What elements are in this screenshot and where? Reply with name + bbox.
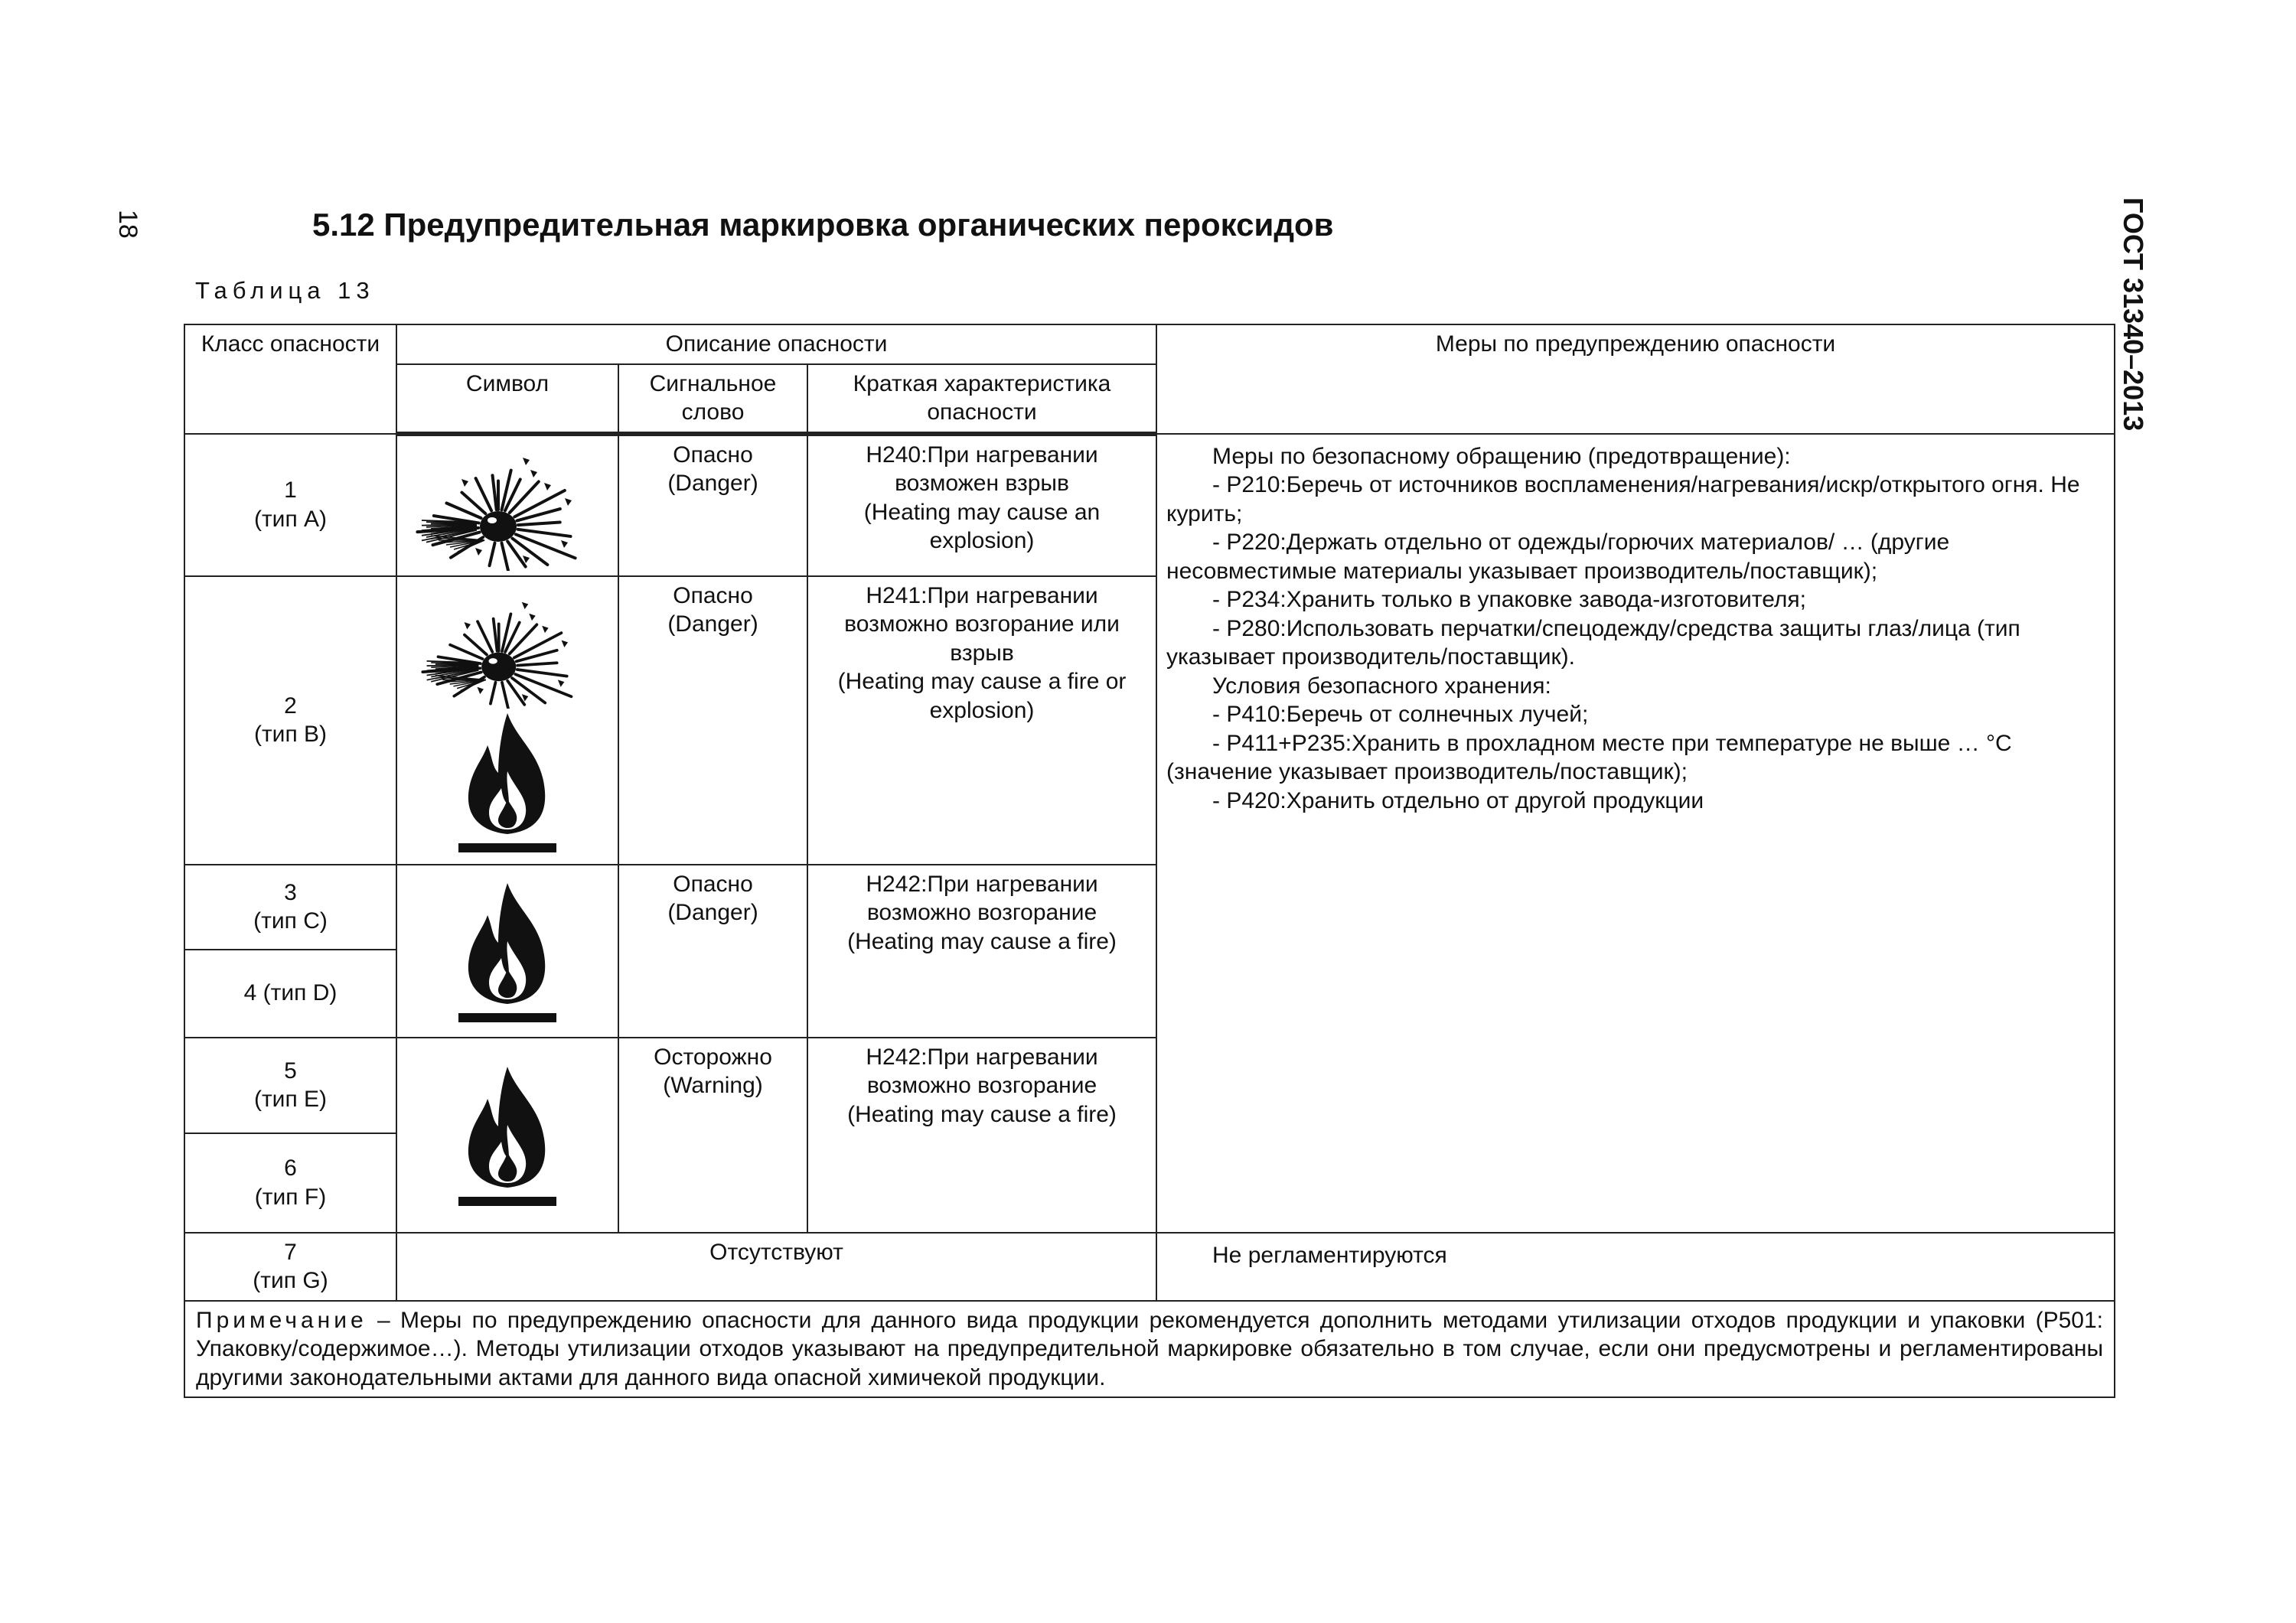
hazard-statement-ru: H240:При нагревании возможен взрыв — [866, 442, 1098, 496]
measure-line: - P410:Беречь от солнечных лучей; — [1212, 702, 1589, 727]
signal-word-ru: Опасно — [673, 442, 753, 468]
header-hazard-class: Класс опасности — [184, 324, 396, 434]
characteristic-cell-class-3-4 — [807, 865, 1156, 1038]
gost-code: ГОСТ 31340–2013 — [2118, 197, 2149, 432]
signal-word-en: (Danger) — [667, 900, 758, 925]
hazard-statement-ru: H242:При нагревании возможно возгорание — [866, 1044, 1098, 1098]
measure-line: - P280:Использовать перчатки/спецодежду/средства защиты глаз/лица (тип указывает производитель/поставщик). — [1166, 615, 2020, 670]
class-number: 3 — [284, 879, 297, 905]
exploding-bomb-icon — [408, 441, 607, 571]
symbol-cell-class-5-6 — [396, 1038, 618, 1233]
header-signal-word: Сигнальное слово — [618, 364, 807, 434]
signal-word-cell-class-5-6 — [618, 1038, 807, 1233]
prevention-measures-cell — [1156, 434, 2115, 1233]
flame-icon — [454, 709, 561, 854]
class-number: 6 — [284, 1155, 297, 1181]
class-7-measures-text: Не регламентируются — [1212, 1242, 1447, 1268]
class-2-cell — [184, 576, 396, 865]
class-type: (тип В) — [253, 722, 328, 747]
class-number: 7 — [284, 1239, 297, 1265]
signal-word-ru: Опасно — [673, 871, 753, 897]
signal-word-en: (Danger) — [667, 471, 758, 496]
measure-line: Условия безопасного хранения: — [1212, 673, 1551, 699]
flame-icon — [454, 878, 561, 1024]
signal-word-cell-class-1 — [618, 434, 807, 576]
header-brief-characteristic: Краткая характеристика опасности — [807, 364, 1156, 434]
class-number: 2 — [284, 693, 297, 719]
class-number: 1 — [284, 477, 297, 503]
signal-word-en: (Warning) — [663, 1073, 763, 1098]
symbol-cell-class-3-4 — [396, 865, 618, 1038]
class-5-cell — [184, 1038, 396, 1133]
symbol-cell-class-2 — [396, 576, 618, 865]
flame-icon — [454, 1062, 561, 1207]
class-type: (тип Е) — [253, 1087, 328, 1112]
class-7-cell — [184, 1233, 396, 1301]
measure-line: - P234:Хранить только в упаковке завода-изготовителя; — [1212, 587, 1806, 612]
signal-word-cell-class-2 — [618, 576, 807, 865]
table-note — [184, 1301, 2115, 1398]
hazard-statement-en: (Heating may cause a fire) — [847, 1101, 1117, 1127]
hazard-statement-en: (Heating may cause a fire or explosion) — [837, 669, 1127, 723]
header-symbol: Символ — [396, 364, 618, 434]
table-caption: Таблица 13 — [195, 277, 375, 304]
note-label: Примечание — [196, 1307, 367, 1333]
hazard-statement-en: (Heating may cause a fire) — [847, 928, 1117, 954]
class-7-measures — [1156, 1233, 2115, 1301]
header-hazard-description: Описание опасности — [396, 324, 1156, 364]
symbol-cell-class-1 — [396, 434, 618, 576]
characteristic-cell-class-1 — [807, 434, 1156, 576]
class-7-description: Отсутствуют — [396, 1233, 1156, 1301]
measure-line: - P420:Хранить отдельно от другой продукции — [1212, 787, 1704, 813]
class-type: (тип F) — [254, 1184, 327, 1210]
measure-line: Меры по безопасному обращению (предотвращение): — [1212, 443, 1791, 469]
exploding-bomb-icon — [408, 586, 607, 709]
class-6-cell — [184, 1133, 396, 1233]
characteristic-cell-class-5-6 — [807, 1038, 1156, 1233]
measure-line: - P210:Беречь от источников воспламенения/нагревания/искр/открытого огня. Не курить; — [1166, 472, 2080, 526]
page-number: 18 — [113, 210, 142, 239]
signal-word-ru: Осторожно — [654, 1044, 772, 1070]
characteristic-cell-class-2 — [807, 576, 1156, 865]
signal-word-cell-class-3-4 — [618, 865, 807, 1038]
class-type: (тип С) — [253, 908, 328, 934]
class-4-cell: 4 (тип D) — [184, 950, 396, 1038]
measure-line: - P220:Держать отдельно от одежды/горючих материалов/ … (другие несовместимые материалы указывает производитель/поставщик); — [1166, 530, 1950, 584]
note-text: – Меры по предупреждению опасности для данного вида продукции рекомендуется дополнить методами утилизации отходов продукции и упаковки (P501: Упаковку/содержимое…). Методы утилизации отходов указывают на предупредительной маркировке обязательно в том случае, если они предусмотрены и регламентированы другими законодательными актами для данного вида опасной химичекой продукции. — [196, 1307, 2104, 1390]
hazard-statement-ru: H241:При нагревании возможно возгорание или взрыв — [844, 582, 1120, 666]
measure-line: - P411+P235:Хранить в прохладном месте при температуре не выше … °С (значение указывает производитель/поставщик); — [1166, 730, 2012, 784]
hazard-table — [184, 324, 2115, 1398]
section-title: 5.12 Предупредительная маркировка органических пероксидов — [312, 207, 1334, 243]
class-3-cell — [184, 865, 396, 950]
class-type: (тип G) — [253, 1268, 328, 1293]
signal-word-ru: Опасно — [673, 582, 753, 608]
header-prevention-measures: Меры по предупреждению опасности — [1156, 324, 2115, 434]
signal-word-en: (Danger) — [667, 611, 758, 637]
class-number: 5 — [284, 1058, 297, 1084]
hazard-statement-en: (Heating may cause an explosion) — [863, 499, 1101, 553]
class-type: (тип А) — [253, 506, 328, 532]
class-1-cell — [184, 434, 396, 576]
hazard-statement-ru: H242:При нагревании возможно возгорание — [866, 871, 1098, 925]
